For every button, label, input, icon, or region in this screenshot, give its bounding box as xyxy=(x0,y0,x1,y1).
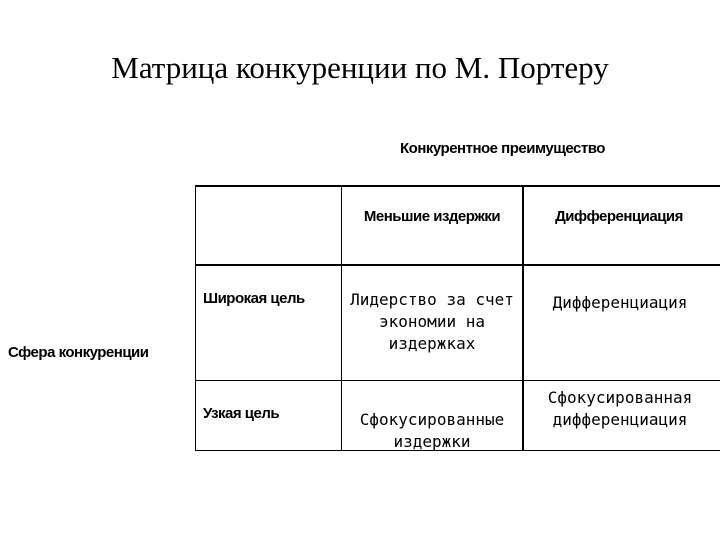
row-label-broad-target: Широкая цель xyxy=(203,290,305,307)
cell-differentiation-focus: Сфокусированная дифференциация xyxy=(547,388,693,429)
column-header-differentiation: Дифференциация xyxy=(555,208,683,225)
cell-differentiation: Дифференциация xyxy=(552,293,688,312)
slide-title: Матрица конкуренции по М. Портеру xyxy=(111,50,609,85)
cell-cost-focus: Сфокусированные издержки xyxy=(359,410,505,451)
row-label-narrow-target: Узкая цель xyxy=(203,405,280,422)
axis-label-competitive-advantage: Конкурентное преимущество xyxy=(400,140,605,157)
grid-line-header-bottom xyxy=(196,264,720,266)
axis-label-competitive-scope: Сфера конкуренции xyxy=(8,344,149,361)
column-header-lower-costs: Меньшие издержки xyxy=(363,208,501,225)
grid-line-row-divider xyxy=(196,380,720,381)
cell-cost-leadership: Лидерство за счет экономии на издержках xyxy=(350,290,514,353)
grid-line-left xyxy=(195,185,196,451)
grid-line-top xyxy=(196,185,720,187)
